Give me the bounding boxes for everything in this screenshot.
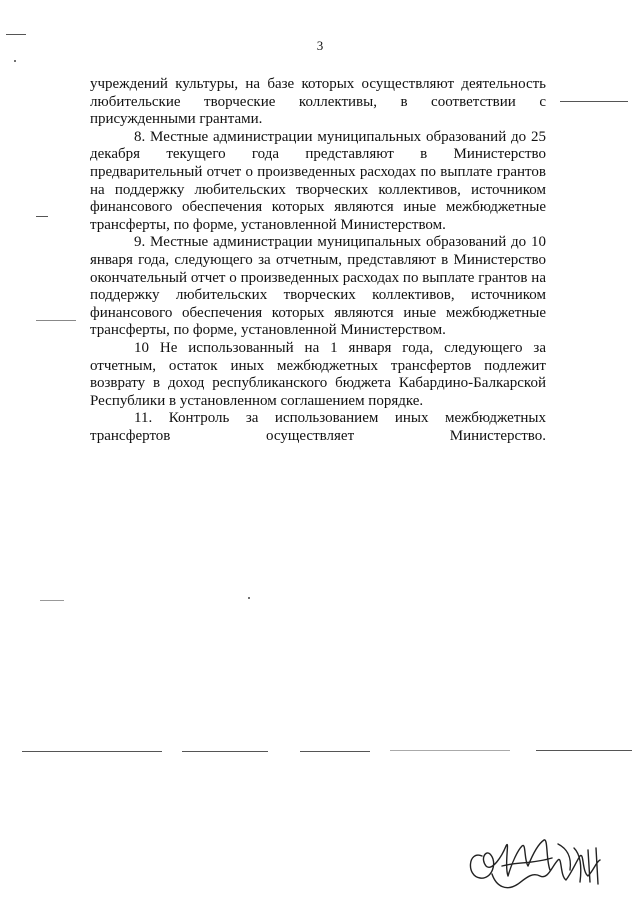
scan-artifact: [560, 101, 628, 102]
scan-artifact: [390, 750, 510, 751]
paragraph-8: 8. Местные администрации муниципальных образований до 25 декабря текущего года представляют в Министерство предварительный отчет о произведенных расходах по выплате грантов на поддержку любительских творческих коллективов, источником финансового обеспечения которых являются иные межбюджетные трансферты, по форме, установленной Министерством.: [90, 128, 546, 233]
scan-artifact: [22, 751, 162, 752]
paragraph-9: 9. Местные администрации муниципальных образований до 10 января года, следующего за отчетным, представляют в Министерство окончательный отчет о произведенных расходах по выплате грантов на поддержку любительских творческих коллективов, источником финансового обеспечения которых являются иные межбюджетные трансферты, по форме, установленной Министерством.: [90, 234, 546, 339]
scan-artifact: [36, 320, 76, 321]
scan-artifact: [14, 60, 16, 62]
scan-artifact: [536, 750, 632, 751]
document-body: [90, 76, 546, 445]
scan-artifact: [40, 600, 64, 601]
scan-artifact: [182, 751, 268, 752]
scan-artifact: [36, 216, 48, 217]
paragraph-10: 10 Не использованный на 1 января года, следующего за отчетным, остаток иных межбюджетных трансфертов подлежит возврату в доход республиканского бюджета Кабардино-Балкарской Республики в установленном соглашением порядке.: [90, 339, 546, 409]
page-number: 3: [316, 38, 324, 53]
scan-artifact: [300, 751, 370, 752]
scan-artifact: [6, 34, 26, 35]
paragraph-continued: учреждений культуры, на базе которых осуществляют деятельность любительские творческие коллективы, в соответствии с присужденными грантами.: [90, 76, 546, 128]
paragraph-11: 11. Контроль за использованием иных межбюджетных трансфертов осуществляет Министерство.: [90, 410, 546, 444]
handwritten-signature: [462, 826, 612, 896]
scan-artifact: [248, 597, 250, 599]
